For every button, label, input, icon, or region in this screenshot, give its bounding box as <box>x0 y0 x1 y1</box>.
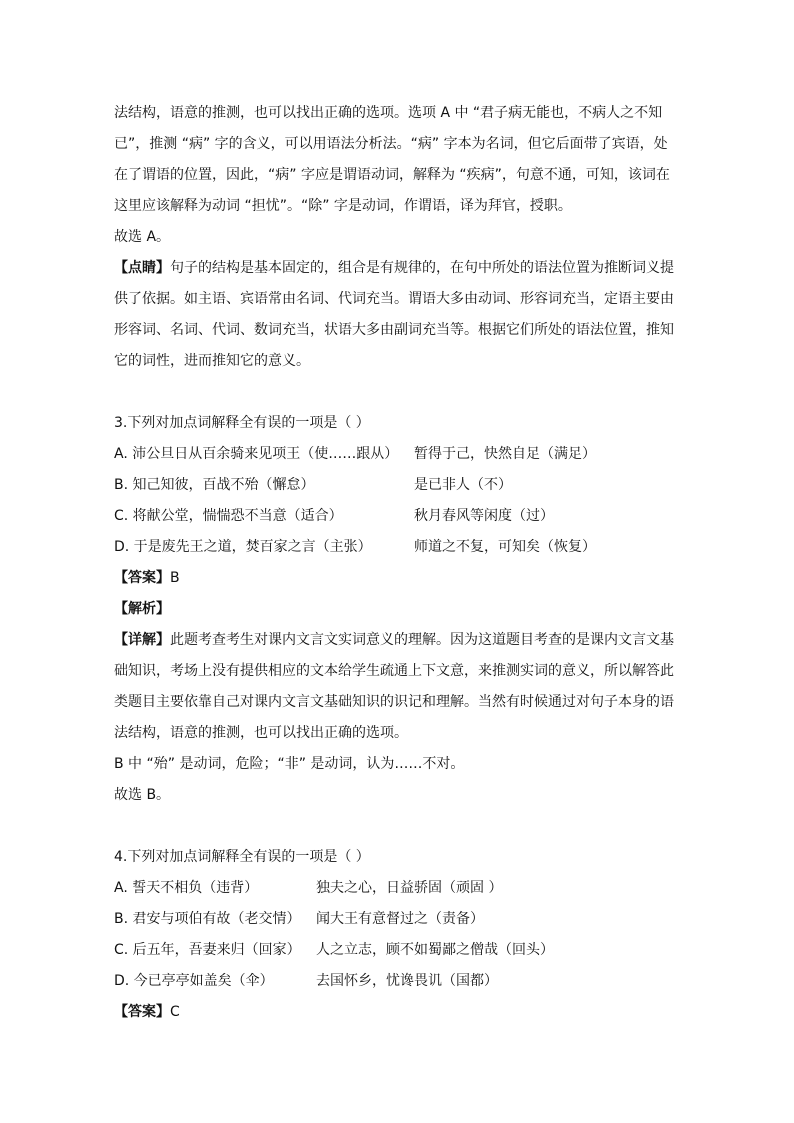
question-3-detail <box>114 625 698 656</box>
option-left: C. 将献公堂，惴惴恐不当意（适合） <box>114 508 343 524</box>
text-line: B 中 “殆” 是动词，危险；“非” 是动词，认为……不对。 <box>114 756 465 772</box>
answer-tag: 【答案】 <box>114 570 170 586</box>
analysis-tag: 【解析】 <box>114 601 170 617</box>
question-4-option-d <box>114 966 698 997</box>
detail-tag: 【详解】 <box>114 632 170 648</box>
option-right: 人之立志，顾不如蜀鄙之僧哉（回头） <box>316 942 554 958</box>
option-left: D. 今已亭亭如盖矣（伞） <box>114 973 274 989</box>
option-left: B. 君安与项伯有故（老交情） <box>114 911 301 927</box>
spacer <box>114 377 698 408</box>
question-4-stem: 4.下列对加点词解释全有误的一项是（ ） <box>114 849 370 865</box>
dianjing-text: 句子的结构是基本固定的，组合是有规律的，在句中所处的语法位置为推断词义提 <box>170 260 674 276</box>
text-line: 法结构，语意的推测，也可以找出正确的选项。 <box>114 725 408 741</box>
option-right: 闻大王有意督过之（责备） <box>316 911 484 927</box>
text-line: 它的词性，进而推知它的意义。 <box>114 353 310 369</box>
question-4-answer <box>114 997 698 1028</box>
answer-tag: 【答案】 <box>114 1004 170 1020</box>
question-3-answer <box>114 563 698 594</box>
option-right: 暂得于己，快然自足（满足） <box>414 446 596 462</box>
text-line: 供了依据。如主语、宾语常由名词、代词充当。谓语大多由动词、形容词充当，定语主要由 <box>114 291 674 307</box>
option-left: C. 后五年，吾妻来归（回家） <box>114 942 301 958</box>
text-line: 在了谓语的位置，因此，“病” 字应是谓语动词，解释为 “疾病”，句意不通，可知，该词在 <box>114 167 670 183</box>
document-body <box>114 98 698 1028</box>
text-line: 础知识，考场上没有提供相应的文本给学生疏通上下文意，来推测实词的意义，所以解答此 <box>114 663 674 679</box>
question-3-option-d <box>114 532 698 563</box>
option-right: 是已非人（不） <box>414 477 512 493</box>
question-4-option-b <box>114 904 698 935</box>
detail-text: 此题考查考生对课内文言文实词意义的理解。因为这道题目考查的是课内文言文基 <box>170 632 674 648</box>
question-4-option-a <box>114 873 698 904</box>
dianjing-paragraph <box>114 253 698 284</box>
text-line: 类题目主要依靠自己对课内文言文基础知识的识记和理解。当然有时候通过对句子本身的语 <box>114 694 674 710</box>
question-3-option-a <box>114 439 698 470</box>
option-left: B. 知己知彼，百战不殆（懈怠） <box>114 477 315 493</box>
question-3-analysis <box>114 594 698 625</box>
conclusion-line: 故选 A。 <box>114 229 171 245</box>
question-4-option-c <box>114 935 698 966</box>
question-3-option-c <box>114 501 698 532</box>
text-line: 已”，推测 “病” 字的含义，可以用语法分析法。“病” 字本为名词，但它后面带了宾语，处 <box>114 136 668 152</box>
question-3-stem: 3.下列对加点词解释全有误的一项是（ ） <box>114 415 370 431</box>
dianjing-tag: 【点睛】 <box>114 260 170 276</box>
option-left: A. 誓天不相负（违背） <box>114 880 259 896</box>
conclusion-line: 故选 B。 <box>114 787 171 803</box>
option-right: 去国怀乡，忧谗畏讥（国都） <box>316 973 498 989</box>
text-line: 法结构，语意的推测，也可以找出正确的选项。选项 A 中 “君子病无能也，不病人之不知 <box>114 105 663 121</box>
option-left: D. 于是废先王之道，焚百家之言（主张） <box>114 539 372 555</box>
question-3-option-b <box>114 470 698 501</box>
answer-value: B <box>170 570 180 586</box>
option-right: 秋月春风等闲度（过） <box>414 508 554 524</box>
answer-value: C <box>170 1004 180 1020</box>
spacer <box>114 811 698 842</box>
option-right: 独夫之心，日益骄固（顽固 ） <box>316 880 503 896</box>
option-left: A. 沛公旦日从百余骑来见项王（使……跟从） <box>114 446 399 462</box>
text-line: 形容词、名词、代词、数词充当，状语大多由副词充当等。根据它们所处的语法位置，推知 <box>114 322 674 338</box>
option-right: 师道之不复，可知矣（恢复） <box>414 539 596 555</box>
text-line: 这里应该解释为动词 “担忧”。“除” 字是动词，作谓语，译为拜官，授职。 <box>114 198 572 214</box>
